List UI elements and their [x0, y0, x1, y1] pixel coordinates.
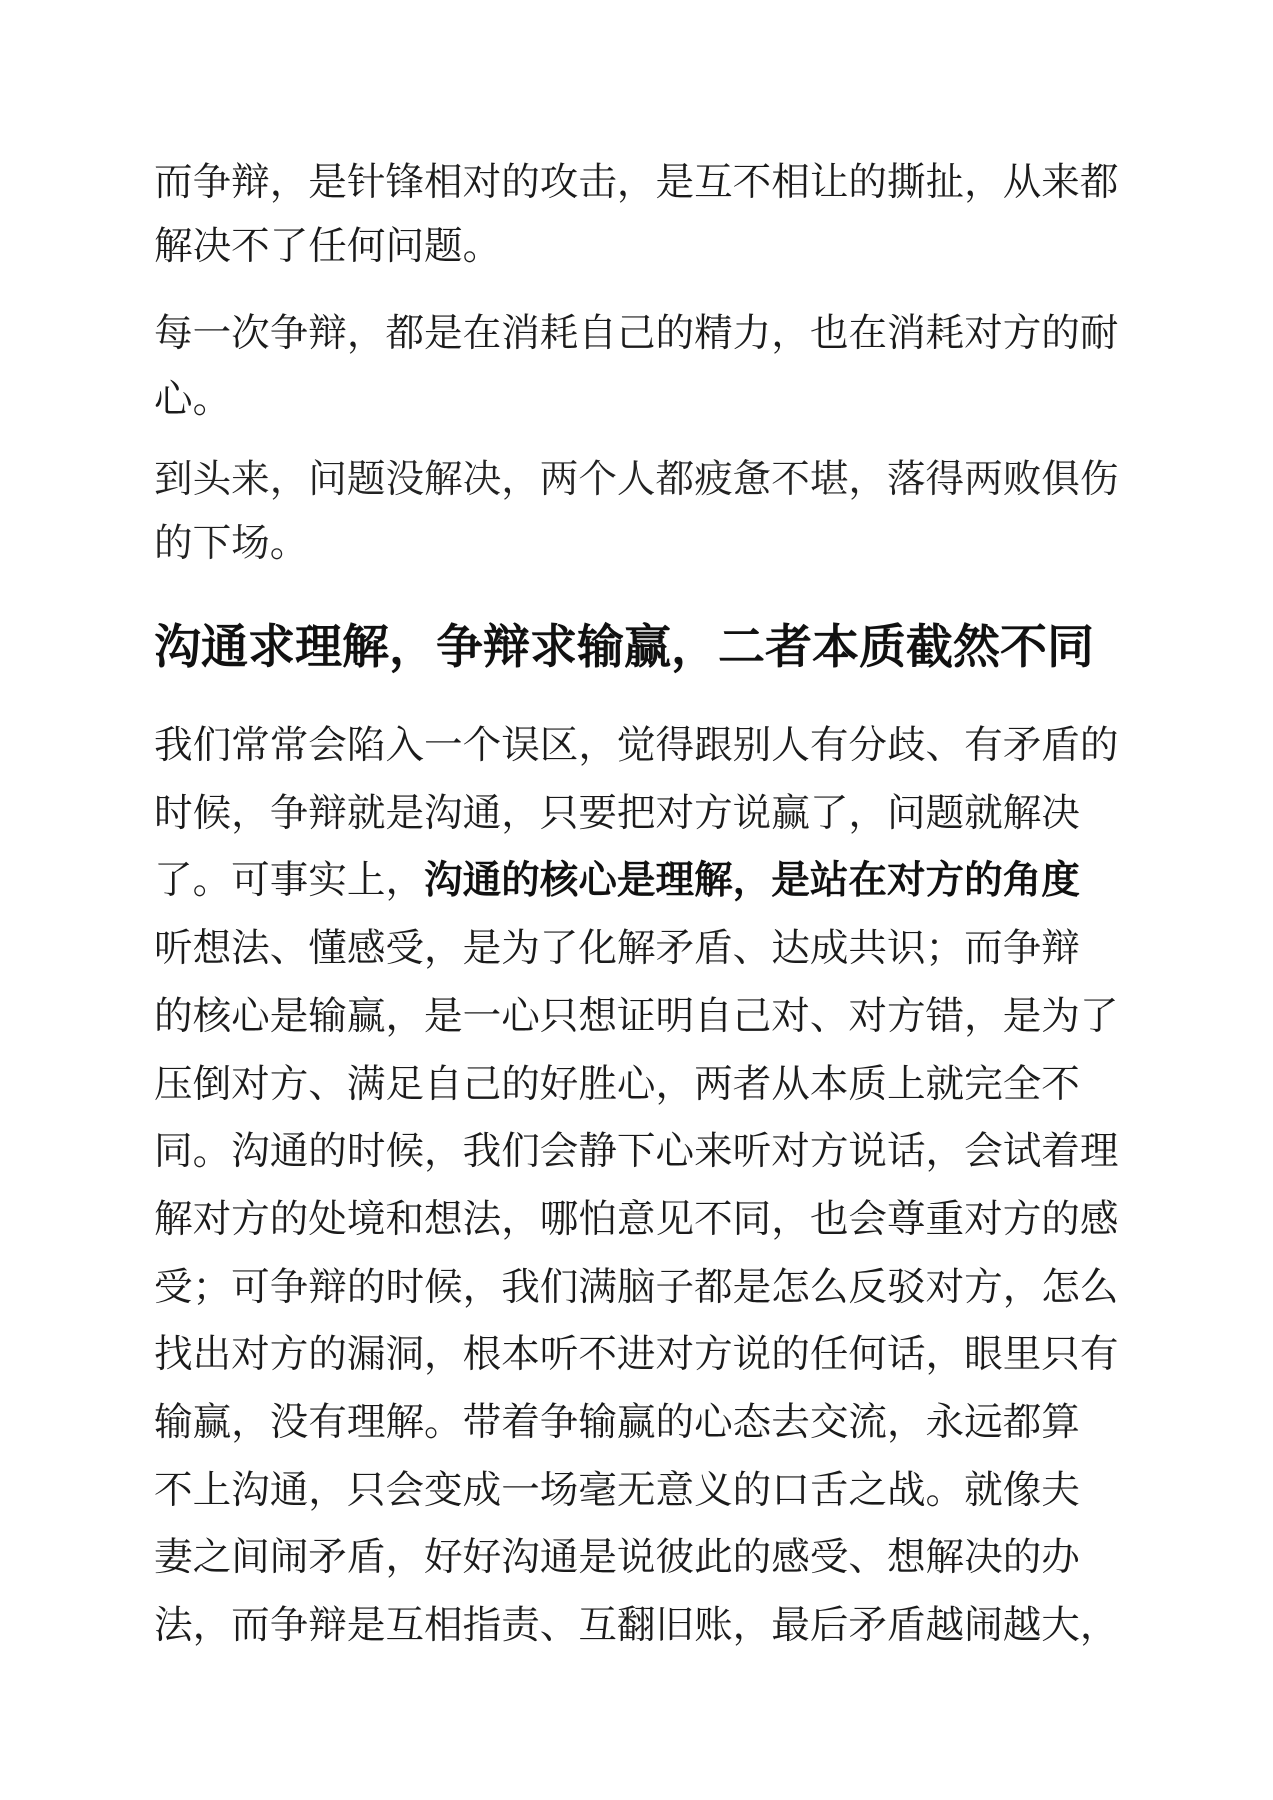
- paragraph-line: 解决不了任何问题。: [154, 224, 502, 269]
- body-line: 法，而争辩是互相指责、互翻旧账，最后矛盾越闹越大，: [154, 1603, 1119, 1649]
- paragraph: [154, 448, 1194, 576]
- body-line: 听想法、懂感受，是为了化解矛盾、达成共识；而争辩: [154, 926, 1080, 972]
- body-line: 压倒对方、满足自己的好胜心，两者从本质上就完全不: [154, 1061, 1080, 1107]
- paragraph-line: 而争辩，是针锋相对的攻击，是互不相让的撕扯，从来都: [154, 160, 1119, 205]
- body-paragraph: [154, 712, 1194, 1660]
- emphasized-text: 沟通的核心是理解，是站在对方的角度: [424, 858, 1080, 904]
- body-line: 解对方的处境和想法，哪怕意见不同，也会尊重对方的感: [154, 1196, 1119, 1242]
- body-line: 时候，争辩就是沟通，只要把对方说赢了，问题就解决: [154, 790, 1080, 836]
- paragraph: [154, 301, 1194, 433]
- body-line: 不上沟通，只会变成一场毫无意义的口舌之战。就像夫: [154, 1467, 1080, 1513]
- paragraph-line: 心。: [154, 377, 232, 422]
- body-line-text: 了。可事实上，: [154, 858, 425, 904]
- paragraph: [154, 151, 1194, 279]
- body-line: 同。沟通的时候，我们会静下心来听对方说话，会试着理: [154, 1129, 1119, 1175]
- body-line: 受；可争辩的时候，我们满脑子都是怎么反驳对方，怎么: [154, 1264, 1119, 1310]
- body-line: 妻之间闹矛盾，好好沟通是说彼此的感受、想解决的办: [154, 1535, 1080, 1581]
- body-line: 找出对方的漏洞，根本听不进对方说的任何话，眼里只有: [154, 1332, 1119, 1378]
- body-line: [154, 847, 1194, 915]
- body-line: 输赢，没有理解。带着争输赢的心态去交流，永远都算: [154, 1400, 1080, 1446]
- paragraph-line: 到头来，问题没解决，两个人都疲惫不堪，落得两败俱伤: [154, 457, 1119, 502]
- paragraph-line: 的下场。: [154, 521, 309, 566]
- paragraph-line: 每一次争辩，都是在消耗自己的精力，也在消耗对方的耐: [154, 311, 1119, 356]
- section-heading: 沟通求理解，争辩求输赢，二者本质截然不同: [154, 620, 1094, 675]
- body-line: 我们常常会陷入一个误区，觉得跟别人有分歧、有矛盾的: [154, 723, 1119, 768]
- body-line: 的核心是输赢，是一心只想证明自己对、对方错，是为了: [154, 993, 1119, 1039]
